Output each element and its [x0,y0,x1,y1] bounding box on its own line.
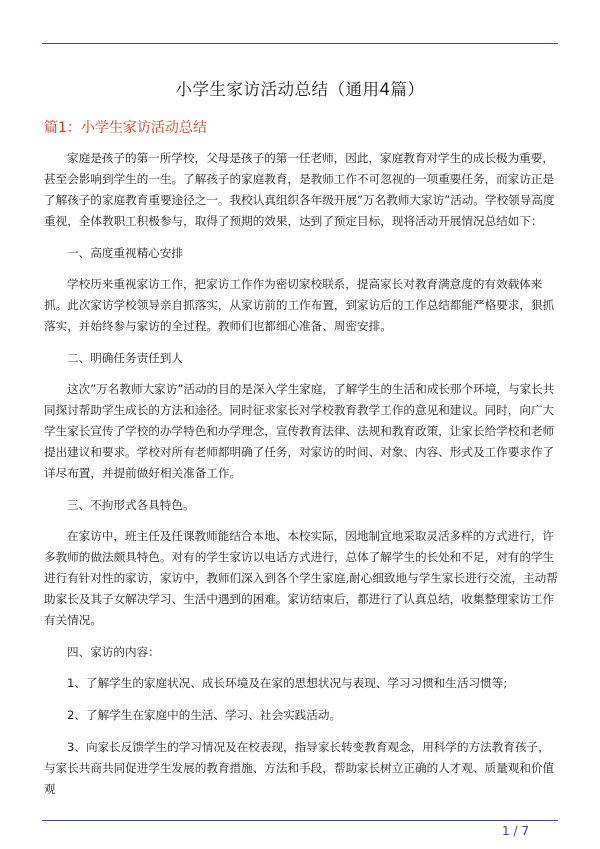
subheading-2: 二、明确任务责任到人 [67,351,183,365]
subheading-3: 三、不拘形式各具特色。 [67,498,195,512]
paragraph-3: 在家访中，班主任及任课教师能结合本地、本校实际，因地制宜地采取灵活多样的方式进行，许多教师的做法颇具特色。对有的学生家访以电话方式进行，总体了解学生的长处和不足，对有的学生进行有针对性的家访，家访中，教师们深入到各个学生家庭,耐心细致地与学生家长进行交流，主动帮助家长及其子女解决学习、生活中遇到的困难。家访结束后，都进行了认真总结，收集整理家访工作有关情况。 [44,529,558,627]
paragraph-1: 学校历来重视家访工作，把家访工作作为密切家校联系，提高家长对教育满意度的有效载体来抓。此次家访学校领导亲自抓落实，从家访前的工作布置，到家访后的工作总结都能严格要求，狠抓落实，并始终参与家访的全过程。教师们也都细心准备、周密安排。 [44,277,555,333]
document-body [44,148,558,811]
subheading-1: 一、高度重视精心安排 [67,246,183,260]
paragraph-intro: 家庭是孩子的第一所学校，父母是孩子的第一任老师，因此，家庭教育对学生的成长极为重要，甚至会影响到学生的一生。了解孩子的家庭教育，是教师工作不可忽视的一项重要任务，而家访正是了解孩子的家庭教育重要途径之一。我校认真组织各年级开展”万名教师大家访”活动。学校领导高度重视，全体教职工积极参与，取得了预期的效果，达到了预定目标，现将活动开展情况总结如下： [44,151,555,228]
page-number: 1 / 7 [502,824,529,838]
subheading-4: 四、家访的内容： [67,645,160,659]
document-title: 小学生家访活动总结（通用4篇） [175,80,425,99]
footer-rule [42,820,558,821]
list-item-2: 2、了解学生在家庭中的生活、学习、社会实践活动。 [67,708,342,722]
section-heading: 篇1：小学生家访活动总结 [44,120,207,136]
header-rule [42,43,558,44]
list-item-3: 3、向家长反馈学生的学习情况及在校表现，指导家长转变教育观念，用科学的方法教育孩子，与家长共商共同促进学生发展的教育措施、方法和手段，帮助家长树立正确的人才观、质量观和价值观 [44,740,555,796]
paragraph-2: 这次”万名教师大家访”活动的目的是深入学生家庭，了解学生的生活和成长那个环境，与家长共同探讨帮助学生成长的方法和途径。同时征求家长对学校教育教学工作的意见和建议。同时，向广大学生家长宣传了学校的办学特色和办学理念，宣传教育法律、法规和教育政策，让家长给学校和老师提出建议和要求。学校对所有老师都明确了任务，对家访的时间、对象、内容、形式及工作要求作了详尽布置，并提前做好相关准备工作。 [44,382,555,480]
list-item-1: 1、了解学生的家庭状况、成长环境及在家的思想状况与表现、学习习惯和生活习惯等; [67,676,508,690]
